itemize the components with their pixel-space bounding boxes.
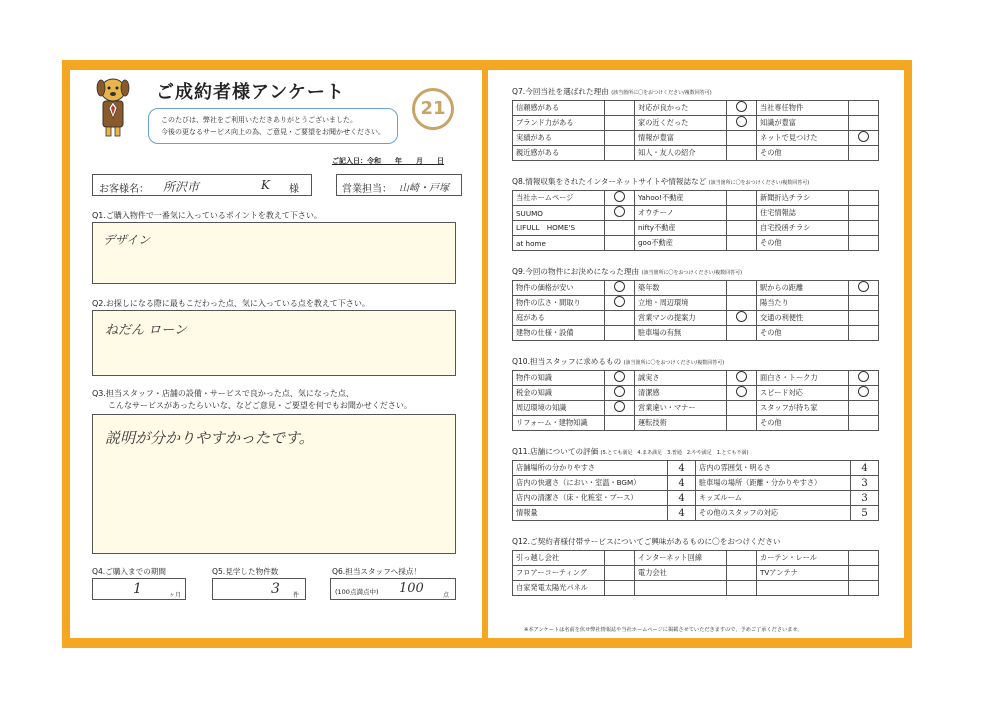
- q2-answer: ねだん ローン: [105, 323, 187, 338]
- q8-row: [513, 206, 879, 221]
- greeting-line-2: 今後の更なるサービス向上の為、ご意見・ご要望をお聞かせください。: [161, 128, 385, 136]
- q7-table: [512, 100, 879, 161]
- q10-title: Q10.担当スタッフに求めるもの (該当箇所に〇をおつけください/複数回答可): [512, 357, 725, 366]
- q9-mark-cell: [849, 296, 879, 311]
- q10-mark-cell: [849, 416, 879, 431]
- q10-row: [513, 401, 879, 416]
- date-label: ご記入日：令和 年 月 日: [332, 157, 444, 165]
- q7-mark-cell: [727, 116, 757, 131]
- q10-mark-cell: [849, 401, 879, 416]
- q10-row: [513, 371, 879, 386]
- q1-question: Q1.ご購入物件で一番気に入っているポイントを教えて下さい。: [92, 211, 322, 220]
- q4-box: [92, 578, 186, 600]
- q9-title: Q9.今回の物件にお決めになった理由 (該当箇所に〇をおつけください/複数回答可): [512, 267, 743, 276]
- q8-label-cell: オウチーノ: [635, 206, 727, 221]
- q9-mark-cell: [727, 311, 757, 326]
- q8-label-cell: at home: [513, 236, 605, 251]
- q5-box: [212, 578, 306, 600]
- greeting-line-1: このたびは、弊社をご利用いただきありがとうございました。: [161, 116, 357, 124]
- circle-mark-icon: [858, 386, 869, 397]
- q9-row: [513, 296, 879, 311]
- q10-label-cell: 税金の知識: [513, 386, 605, 401]
- q9-label-cell: 交通の利便性: [757, 311, 849, 326]
- q12-mark-cell: [605, 581, 635, 596]
- q9-label-cell: 駅からの距離: [757, 281, 849, 296]
- q9-row: [513, 281, 879, 296]
- q2-answer-box: [92, 310, 456, 376]
- q9-row: [513, 326, 879, 341]
- q10-mark-cell: [849, 386, 879, 401]
- q7-mark-cell: [605, 101, 635, 116]
- q8-label-cell: Yahoo!不動産: [635, 191, 727, 206]
- q12-mark-cell: [849, 551, 879, 566]
- circle-mark-icon: [614, 401, 625, 412]
- logo-text: 21: [420, 98, 446, 119]
- q7-label-cell: 対応が良かった: [635, 101, 727, 116]
- q4-unit: ヶ月: [169, 592, 182, 599]
- q11-mark-cell: 3: [851, 476, 879, 491]
- century21-logo: [412, 88, 454, 130]
- q12-mark-cell: [727, 551, 757, 566]
- q8-note: (該当箇所に〇をおつけください/複数回答可): [708, 180, 810, 186]
- q7-mark-cell: [605, 116, 635, 131]
- q10-row: [513, 386, 879, 401]
- q11-label-cell: 店内の快適さ（におい・室温・BGM）: [513, 476, 668, 491]
- q7-label-cell: ブランド力がある: [513, 116, 605, 131]
- q8-mark-cell: [849, 191, 879, 206]
- q7-label-cell: 親近感がある: [513, 146, 605, 161]
- q9-note: (該当箇所に〇をおつけください/複数回答可): [641, 270, 743, 276]
- q11-label-cell: その他のスタッフの対応: [696, 506, 851, 521]
- q11-mark-cell: 4: [668, 491, 696, 506]
- orange-frame: [62, 60, 912, 648]
- q8-label-cell: その他: [757, 236, 849, 251]
- q8-label-cell: 自宅投函チラシ: [757, 221, 849, 236]
- q8-mark-cell: [727, 221, 757, 236]
- circle-mark-icon: [858, 131, 869, 142]
- q10-label-cell: スピード対応: [757, 386, 849, 401]
- q12-row: [513, 551, 879, 566]
- q9-label-cell: 物件の広さ・間取り: [513, 296, 605, 311]
- q7-mark-cell: [727, 146, 757, 161]
- q9-mark-cell: [605, 281, 635, 296]
- q7-note: (該当箇所に〇をおつけください/複数回答可): [611, 90, 712, 96]
- q12-label-cell: [757, 581, 849, 596]
- q8-mark-cell: [849, 206, 879, 221]
- q9-label-cell: 築年数: [635, 281, 727, 296]
- customer-initial-hand: K: [261, 178, 270, 192]
- q11-label-cell: 店内の清潔さ（床・化粧室・ブース）: [513, 491, 668, 506]
- q8-label-cell: 当社ホームページ: [513, 191, 605, 206]
- q12-label-cell: TVアンテナ: [757, 566, 849, 581]
- circle-mark-icon: [614, 386, 625, 397]
- q11-table: [512, 460, 879, 521]
- q10-label-cell: 運転技術: [635, 416, 727, 431]
- q10-label-cell: 面白さ・トーク力: [757, 371, 849, 386]
- q6-unit: 点: [443, 592, 450, 599]
- q12-label-cell: カーテン・レール: [757, 551, 849, 566]
- circle-mark-icon: [858, 281, 869, 292]
- survey-title: ご成約者様アンケート: [156, 82, 345, 103]
- q11-label-cell: 店内の雰囲気・明るさ: [696, 461, 851, 476]
- q6-box: [330, 578, 456, 600]
- q7-row: [513, 146, 879, 161]
- q9-mark-cell: [605, 326, 635, 341]
- q11-mark-cell: 4: [668, 461, 696, 476]
- q7-label-cell: ネットで見つけた: [757, 131, 849, 146]
- q5-unit: 件: [293, 592, 300, 599]
- q8-row: [513, 221, 879, 236]
- q9-label-cell: 陽当たり: [757, 296, 849, 311]
- q9-label-cell: 営業マンの提案力: [635, 311, 727, 326]
- q3-answer-box: [92, 414, 456, 554]
- q12-title: Q12.ご契約者様付帯サービスについてご興味があるものに〇をおつけください: [512, 537, 781, 546]
- q11-mark-cell: 4: [668, 506, 696, 521]
- q11-mark-cell: 4: [668, 476, 696, 491]
- q9-label-cell: その他: [757, 326, 849, 341]
- q12-label-cell: 自家発電太陽光パネル: [513, 581, 605, 596]
- circle-mark-icon: [736, 101, 747, 112]
- q12-label-cell: 引っ越し会社: [513, 551, 605, 566]
- q9-mark-cell: [605, 296, 635, 311]
- circle-mark-icon: [614, 371, 625, 382]
- q10-label-cell: 営業違い・マナー: [635, 401, 727, 416]
- q9-mark-cell: [727, 296, 757, 311]
- q7-label-cell: 知識が豊富: [757, 116, 849, 131]
- q7-title: Q7.今回当社を選ばれた理由 (該当箇所に〇をおつけください/複数回答可): [512, 87, 712, 96]
- q12-label-cell: フロアーコーティング: [513, 566, 605, 581]
- q11-mark-cell: 4: [851, 461, 879, 476]
- customer-city-hand: 所沢市: [163, 180, 200, 194]
- staff-hand: 山崎・戸塚: [399, 183, 449, 194]
- q10-label-cell: 清潔感: [635, 386, 727, 401]
- q9-mark-cell: [849, 311, 879, 326]
- q10-mark-cell: [727, 386, 757, 401]
- q10-label-cell: 物件の知識: [513, 371, 605, 386]
- q3-question-1: Q3.担当スタッフ・店舗の設備・サービスで良かった点、気になった点、: [92, 389, 354, 398]
- q6-value: 100: [399, 581, 424, 596]
- q10-mark-cell: [849, 371, 879, 386]
- q4-value: 1: [133, 581, 142, 597]
- q8-label-cell: 新聞折込チラシ: [757, 191, 849, 206]
- q10-mark-cell: [605, 416, 635, 431]
- q9-mark-cell: [849, 326, 879, 341]
- q10-label-cell: スタッフが持ち家: [757, 401, 849, 416]
- q11-mark-cell: 3: [851, 491, 879, 506]
- q9-table: [512, 280, 879, 341]
- q10-table: [512, 370, 879, 431]
- q9-label-cell: 庭がある: [513, 311, 605, 326]
- q12-mark-cell: [849, 581, 879, 596]
- q10-mark-cell: [727, 371, 757, 386]
- q11-label-cell: キッズルーム: [696, 491, 851, 506]
- footer-note: ※本アンケートは名前を伏せ弊社情報誌や当社ホームページに掲載させていただきますので、予めご了承くださいませ。: [524, 627, 803, 633]
- q7-mark-cell: [605, 131, 635, 146]
- staff-label: 営業担当：: [342, 184, 392, 195]
- q8-mark-cell: [727, 236, 757, 251]
- q7-mark-cell: [727, 101, 757, 116]
- q8-mark-cell: [605, 221, 635, 236]
- q11-row: [513, 506, 879, 521]
- q4-label: Q4.ご購入までの期間: [92, 567, 166, 576]
- q7-label-cell: 信頼感がある: [513, 101, 605, 116]
- q11-row: [513, 476, 879, 491]
- q1-answer: デザイン: [103, 233, 151, 247]
- q10-row: [513, 416, 879, 431]
- q12-label-cell: [635, 581, 727, 596]
- q8-table: [512, 190, 879, 251]
- circle-mark-icon: [614, 296, 625, 307]
- q7-label-cell: 家の近くだった: [635, 116, 727, 131]
- q10-mark-cell: [605, 401, 635, 416]
- q12-mark-cell: [727, 566, 757, 581]
- circle-mark-icon: [614, 281, 625, 292]
- q10-label-cell: リフォーム・建物知識: [513, 416, 605, 431]
- q11-note: (5.とても満足 4.まあ満足 3.普通 2.やや満足 1.とても不満): [600, 450, 749, 456]
- q7-mark-cell: [849, 101, 879, 116]
- q7-label-cell: 当社専任物件: [757, 101, 849, 116]
- circle-mark-icon: [736, 371, 747, 382]
- q11-row: [513, 461, 879, 476]
- circle-mark-icon: [736, 386, 747, 397]
- q7-mark-cell: [849, 131, 879, 146]
- q3-answer: 説明が分かりやすかったです。: [105, 429, 314, 447]
- customer-name-box: [92, 174, 312, 196]
- q9-label-cell: 建物の仕様・設備: [513, 326, 605, 341]
- q10-mark-cell: [605, 371, 635, 386]
- q10-label-cell: その他: [757, 416, 849, 431]
- q8-row: [513, 191, 879, 206]
- q8-mark-cell: [849, 236, 879, 251]
- q8-mark-cell: [605, 191, 635, 206]
- q10-mark-cell: [605, 386, 635, 401]
- q11-label-cell: 店舗場所の分かりやすさ: [513, 461, 668, 476]
- q11-label-cell: 駐車場の場所（距離・分かりやすさ）: [696, 476, 851, 491]
- q7-row: [513, 131, 879, 146]
- q9-label-cell: 駐車場の有無: [635, 326, 727, 341]
- left-page: [70, 70, 482, 638]
- customer-suffix: 様: [289, 184, 299, 195]
- q8-label-cell: 住宅情報誌: [757, 206, 849, 221]
- q11-row: [513, 491, 879, 506]
- q10-label-cell: 周辺環境の知識: [513, 401, 605, 416]
- q7-label-cell: その他: [757, 146, 849, 161]
- q8-label-cell: SUUMO: [513, 206, 605, 221]
- q9-mark-cell: [727, 281, 757, 296]
- q12-table: [512, 550, 879, 596]
- circle-mark-icon: [858, 371, 869, 382]
- q11-mark-cell: 5: [851, 506, 879, 521]
- q7-mark-cell: [727, 131, 757, 146]
- q12-row: [513, 566, 879, 581]
- q10-label-cell: 誠実さ: [635, 371, 727, 386]
- q12-mark-cell: [849, 566, 879, 581]
- q7-row: [513, 116, 879, 131]
- q8-label-cell: goo不動産: [635, 236, 727, 251]
- dog-mascot-icon: [90, 74, 136, 140]
- q12-label-cell: 電力会社: [635, 566, 727, 581]
- q7-mark-cell: [849, 146, 879, 161]
- q8-row: [513, 236, 879, 251]
- q9-row: [513, 311, 879, 326]
- q8-label-cell: nifty不動産: [635, 221, 727, 236]
- circle-mark-icon: [614, 206, 625, 217]
- q12-mark-cell: [605, 551, 635, 566]
- q8-mark-cell: [727, 206, 757, 221]
- q7-label-cell: 実績がある: [513, 131, 605, 146]
- q5-label: Q5.見学した物件数: [212, 567, 279, 576]
- q9-mark-cell: [605, 311, 635, 326]
- q9-mark-cell: [849, 281, 879, 296]
- q7-mark-cell: [849, 116, 879, 131]
- q5-value: 3: [271, 581, 280, 597]
- q9-mark-cell: [727, 326, 757, 341]
- customer-name-label: お客様名：: [99, 184, 149, 195]
- q12-label-cell: インターネット回線: [635, 551, 727, 566]
- q8-mark-cell: [849, 221, 879, 236]
- q12-row: [513, 581, 879, 596]
- q9-label-cell: 立地・周辺環境: [635, 296, 727, 311]
- q11-title: Q11.店舗についての評価 (5.とても満足 4.まあ満足 3.普通 2.やや満足 1.とても不満): [512, 447, 749, 456]
- q8-mark-cell: [605, 206, 635, 221]
- q8-label-cell: LIFULL HOME'S: [513, 221, 605, 236]
- q7-label-cell: 情報が豊富: [635, 131, 727, 146]
- circle-mark-icon: [614, 191, 625, 202]
- q3-question-2: こんなサービスがあったらいいな、などご意見・ご要望を何でもお聞かせください。: [108, 401, 412, 410]
- staff-box: [336, 174, 462, 196]
- q12-mark-cell: [605, 566, 635, 581]
- greeting-bubble: [148, 108, 398, 144]
- q2-question: Q2.お探しになる際に最もこだわった点、気に入っている点を教えて下さい。: [92, 299, 370, 308]
- circle-mark-icon: [736, 311, 747, 322]
- q8-mark-cell: [727, 191, 757, 206]
- q10-mark-cell: [727, 401, 757, 416]
- q7-mark-cell: [605, 146, 635, 161]
- q7-label-cell: 知人・友人の紹介: [635, 146, 727, 161]
- circle-mark-icon: [736, 116, 747, 127]
- q6-prefix: (100点満点中): [335, 588, 379, 596]
- q6-label: Q6.担当スタッフへ採点！: [332, 567, 422, 576]
- q1-answer-box: [92, 222, 456, 284]
- q11-label-cell: 情報量: [513, 506, 668, 521]
- q9-label-cell: 物件の価格が安い: [513, 281, 605, 296]
- q7-row: [513, 101, 879, 116]
- q12-mark-cell: [727, 581, 757, 596]
- q8-title: Q8.情報収集をされたインターネットサイトや情報誌など (該当箇所に〇をおつけください/複数回答可): [512, 177, 810, 186]
- q8-mark-cell: [605, 236, 635, 251]
- q10-note: (該当箇所に〇をおつけください/複数回答可): [623, 360, 725, 366]
- q10-mark-cell: [727, 416, 757, 431]
- right-page: [488, 70, 904, 638]
